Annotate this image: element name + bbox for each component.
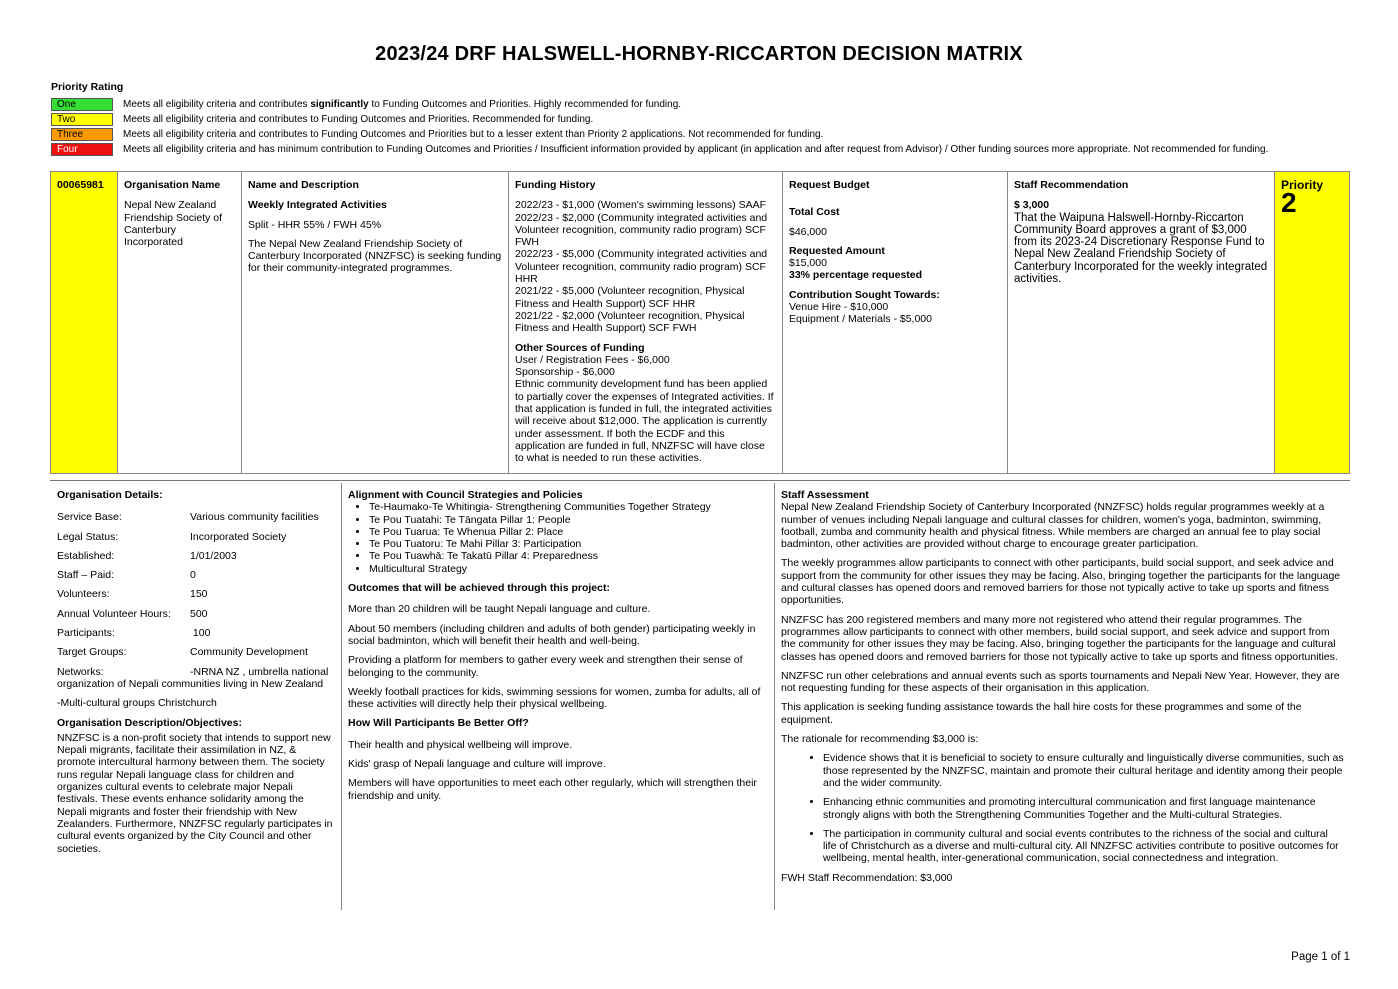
priority-desc-two: Meets all eligibility criteria and contributes to Funding Outcomes and Priorities. Recommended for funding.	[123, 113, 594, 125]
strategy-item: • Te Pou Tuawhā: Te Takatū Pillar 4: Preparedness	[369, 550, 768, 562]
detail-participants: Participants: 100	[57, 627, 211, 640]
funding-split: Split - HHR 55% / FWH 45%	[248, 218, 382, 231]
detail-established: Established: 1/01/2003	[57, 549, 237, 562]
application-id: 00065981	[57, 179, 104, 191]
request-budget-heading: Request Budget	[789, 179, 870, 191]
outcomes-heading: Outcomes that will be achieved through this project:	[348, 582, 610, 595]
priority-row-two	[51, 112, 593, 126]
strategy-item: • Multicultural Strategy	[369, 563, 768, 575]
total-cost-label: Total Cost	[789, 206, 840, 219]
total-cost-value: $46,000	[789, 225, 827, 238]
contribution-item: Venue Hire - $10,000	[789, 301, 889, 314]
percentage-requested: 33% percentage requested	[789, 269, 923, 282]
details-section	[50, 483, 1350, 910]
organisation-details-column	[50, 483, 342, 910]
other-source: User / Registration Fees - $6,000	[515, 353, 670, 366]
page-title: 2023/24 DRF HALSWELL-HORNBY-RICCARTON DECISION MATRIX	[375, 43, 1023, 65]
priority-row-three	[51, 127, 823, 141]
priority-row-four	[51, 142, 1268, 156]
history-item: 2021/22 - $5,000 (Volunteer recognition, Physical Fitness and Health Support) SCF HHR	[515, 285, 745, 310]
rationale-list	[781, 752, 1344, 864]
assessment-paragraph: The rationale for recommending $3,000 is:	[781, 733, 979, 746]
organisation-cell	[118, 172, 242, 473]
priority-row-one	[51, 97, 681, 111]
priority-heading: Priority	[1281, 178, 1324, 192]
staff-recommendation-heading: Staff Recommendation	[1014, 179, 1129, 191]
detail-networks: Networks: -NRNA NZ , umbrella national organization of Nepali communities living in New Zealand	[57, 665, 329, 690]
project-description: The Nepal New Zealand Friendship Society of Canterbury Incorporated (NNZFSC) is seeking funding for their community-integrated programmes.	[248, 237, 502, 275]
better-off-heading: How Will Participants Be Better Off?	[348, 717, 529, 730]
contribution-label: Contribution Sought Towards:	[789, 288, 940, 301]
decision-matrix-row	[50, 171, 1350, 474]
strategy-list	[348, 501, 768, 575]
detail-volunteer-hours: Annual Volunteer Hours: 500	[57, 607, 208, 620]
history-item: 2022/23 - $5,000 (Community integrated activities and Volunteer recognition, community radio program) SCF HHR	[515, 248, 768, 286]
assessment-paragraph: This application is seeking funding assistance towards the hall hire costs for these programmes and some of the equipment.	[781, 701, 1302, 726]
contribution-item: Equipment / Materials - $5,000	[789, 313, 932, 326]
outcome-item: Weekly football practices for kids, swimming sessions for women, zumba for adults, all of these activities will directly help their physical wellbeing.	[348, 685, 761, 711]
org-name-heading: Organisation Name	[124, 179, 221, 191]
better-off-item: Their health and physical wellbeing will improve.	[348, 738, 573, 751]
outcome-item: More than 20 children will be taught Nepali language and culture.	[348, 603, 651, 616]
org-description: NNZFSC is a non-profit society that intends to support new Nepali migrants, facilitate their assimilation in NZ, & promote intercultural harmony between them. The society runs regular Nepali language class for children and organizes cultural events to celebrate major Nepali festivals. These events enhance solidarity among the Nepali migrants and foster their friendship with New Zealanders. Furthermore, NNZFSC regularly participates in cultural events organized by the City Council and other societies.	[57, 731, 333, 855]
strategy-item: • Te Pou Tuarua: Te Whenua Pillar 2: Place	[369, 526, 768, 538]
history-item: 2022/23 - $2,000 (Community integrated activities and Volunteer recognition, community radio program) SCF FWH	[515, 211, 768, 249]
funding-history-heading: Funding History	[515, 179, 596, 191]
priority-desc-one: Meets all eligibility criteria and contributes significantly to Funding Outcomes and Priorities. Highly recommended for funding.	[123, 98, 682, 110]
fwh-staff-recommendation: FWH Staff Recommendation: $3,000	[781, 871, 953, 884]
priority-swatch-one: One	[51, 98, 113, 111]
section-divider	[50, 480, 1350, 481]
strategy-item: • Te Pou Tuatoru: Te Mahi Pillar 3: Participation	[369, 538, 768, 550]
rationale-item: • The participation in community cultural and social events contributes to the richness of the social and cultural life of Christchurch as a diverse and multi-cultural city. All NNZFSC activities contribute to positive outcomes for wellbeing, mental health, inter-generational communication, social connectedness and integration.	[823, 828, 1344, 865]
alignment-column	[342, 483, 775, 910]
priority-swatch-four: Four	[51, 143, 113, 156]
assessment-paragraph: The weekly programmes allow participants to connect with other participants, build social support, and seek advice and support from the community for other issues they may be facing. Also, bringing together the participants for the language and cultural classes has opened doors and removed barriers for those not typically active to take up sports and fitness opportunities.	[781, 557, 1341, 607]
outcome-item: Providing a platform for members to gather every week and strengthen their sense of belonging to the community.	[348, 654, 743, 679]
strategy-item: • Te-Haumako-Te Whitingia- Strengthening Communities Together Strategy	[369, 501, 768, 513]
project-name: Weekly Integrated Activities	[248, 199, 387, 212]
priority-cell	[1275, 172, 1349, 473]
priority-desc-four: Meets all eligibility criteria and has minimum contribution to Funding Outcomes and Priorities / Insufficient information provided by applicant (in application and after request from Advisor) / Other funding sources more appropriate. Not recommended for funding.	[123, 143, 1269, 155]
org-details-heading: Organisation Details:	[57, 489, 163, 501]
application-id-cell	[51, 172, 118, 473]
staff-recommended-amount: $ 3,000	[1014, 199, 1050, 212]
history-item: 2021/22 - $2,000 (Volunteer recognition, Physical Fitness and Health Support) SCF FWH	[515, 309, 745, 335]
strategy-item: • Te Pou Tuatahi: Te Tāngata Pillar 1: People	[369, 514, 768, 526]
other-source: Sponsorship - $6,000	[515, 366, 615, 379]
detail-service-base: Service Base: Various community facilities	[57, 511, 319, 524]
assessment-paragraph: NNZFSC has 200 registered members and many more not registered who attend their regular programmes. The programmes allow participants to connect with other members, build social support, and seek advice and support from the community for other issues they may be facing. Also, bringing together the participants for the language and cultural classes has opened doors and removed barriers for those not typically active to take up sports and fitness opportunities.	[781, 613, 1338, 663]
rationale-item: • Evidence shows that it is beneficial to society to ensure culturally and linguistically diverse communities, such as those represented by the NNZFSC, maintain and promote their cultural heritage and identity among their people and the wider community.	[823, 752, 1344, 789]
detail-volunteers: Volunteers: 150	[57, 588, 208, 601]
assessment-paragraph: Nepal New Zealand Friendship Society of Canterbury Incorporated (NNZFSC) holds regular programmes weekly at a number of venues including Nepali language and cultural classes for children, women's yoga, badminton, swimming, football, zumba and community health and physical fitness. While members are charged an annual fee to play social badminton, other activities are provided without charge to encourage greater participation.	[781, 501, 1325, 551]
staff-assessment-heading: Staff Assessment	[781, 489, 869, 501]
other-sources-heading: Other Sources of Funding	[515, 341, 645, 354]
priority-swatch-three: Three	[51, 128, 113, 141]
priority-desc-three: Meets all eligibility criteria and contributes to Funding Outcomes and Priorities but to a lesser extent than Priority 2 applications. Not recommended for funding.	[123, 128, 824, 140]
detail-target-groups: Target Groups: Community Development	[57, 646, 308, 659]
staff-recommendation-text: That the Waipuna Halswell-Hornby-Riccarton Community Board approves a grant of $3,000 from its 2023-24 Discretionary Response Fund to Nepal New Zealand Friendship Society of Canterbury Incorporated for the weekly integrated activities.	[1014, 211, 1268, 286]
history-item: 2022/23 - $1,000 (Women's swimming lessons) SAAF	[515, 199, 767, 212]
request-budget-cell	[783, 172, 1008, 473]
name-description-heading: Name and Description	[248, 179, 359, 191]
detail-networks-2: -Multi-cultural groups Christchurch	[57, 697, 217, 710]
better-off-item: Members will have opportunities to meet each other regularly, which will strengthen their friendship and unity.	[348, 777, 757, 802]
staff-assessment-column	[775, 483, 1350, 910]
priority-rating-heading: Priority Rating	[51, 81, 124, 93]
alignment-heading: Alignment with Council Strategies and Policies	[348, 489, 583, 501]
rationale-item: • Enhancing ethnic communities and promoting intercultural communication and first language maintenance strongly aligns with both the Strengthening Communities Together and the Multi-cultural Strategies.	[823, 796, 1344, 821]
outcome-item: About 50 members (including children and adults of both gender) participating weekly in social badminton, which will benefit their health and well-being.	[348, 622, 756, 647]
org-name: Nepal New Zealand Friendship Society of Canterbury Incorporated	[124, 199, 223, 249]
requested-amount-label: Requested Amount	[789, 244, 885, 257]
assessment-paragraph: NNZFSC run other celebrations and annual events such as sports tournaments and Nepali New Year. However, they are not requesting funding for these aspects of their organisation in this application.	[781, 669, 1340, 695]
detail-staff-paid: Staff – Paid: 0	[57, 569, 196, 582]
requested-amount-value: $15,000	[789, 257, 827, 270]
page-number: Page 1 of 1	[1291, 951, 1350, 963]
org-description-heading: Organisation Description/Objectives:	[57, 716, 242, 729]
funding-history-cell	[509, 172, 783, 473]
priority-swatch-two: Two	[51, 113, 113, 126]
other-source-note: Ethnic community development fund has been applied to partially cover the expenses of Integrated activities. If that application is funded in full, the integrated activities will receive about $12,000. The application is currently under assessment. If both the ECDF and this application are funded in full, NNZFSC will have close to what is needed to run these activities.	[515, 378, 774, 465]
name-description-cell	[242, 172, 509, 473]
priority-value: 2	[1281, 187, 1297, 219]
detail-legal-status: Legal Status: Incorporated Society	[57, 530, 287, 543]
better-off-item: Kids' grasp of Nepali language and culture will improve.	[348, 758, 606, 771]
staff-recommendation-cell	[1008, 172, 1275, 473]
